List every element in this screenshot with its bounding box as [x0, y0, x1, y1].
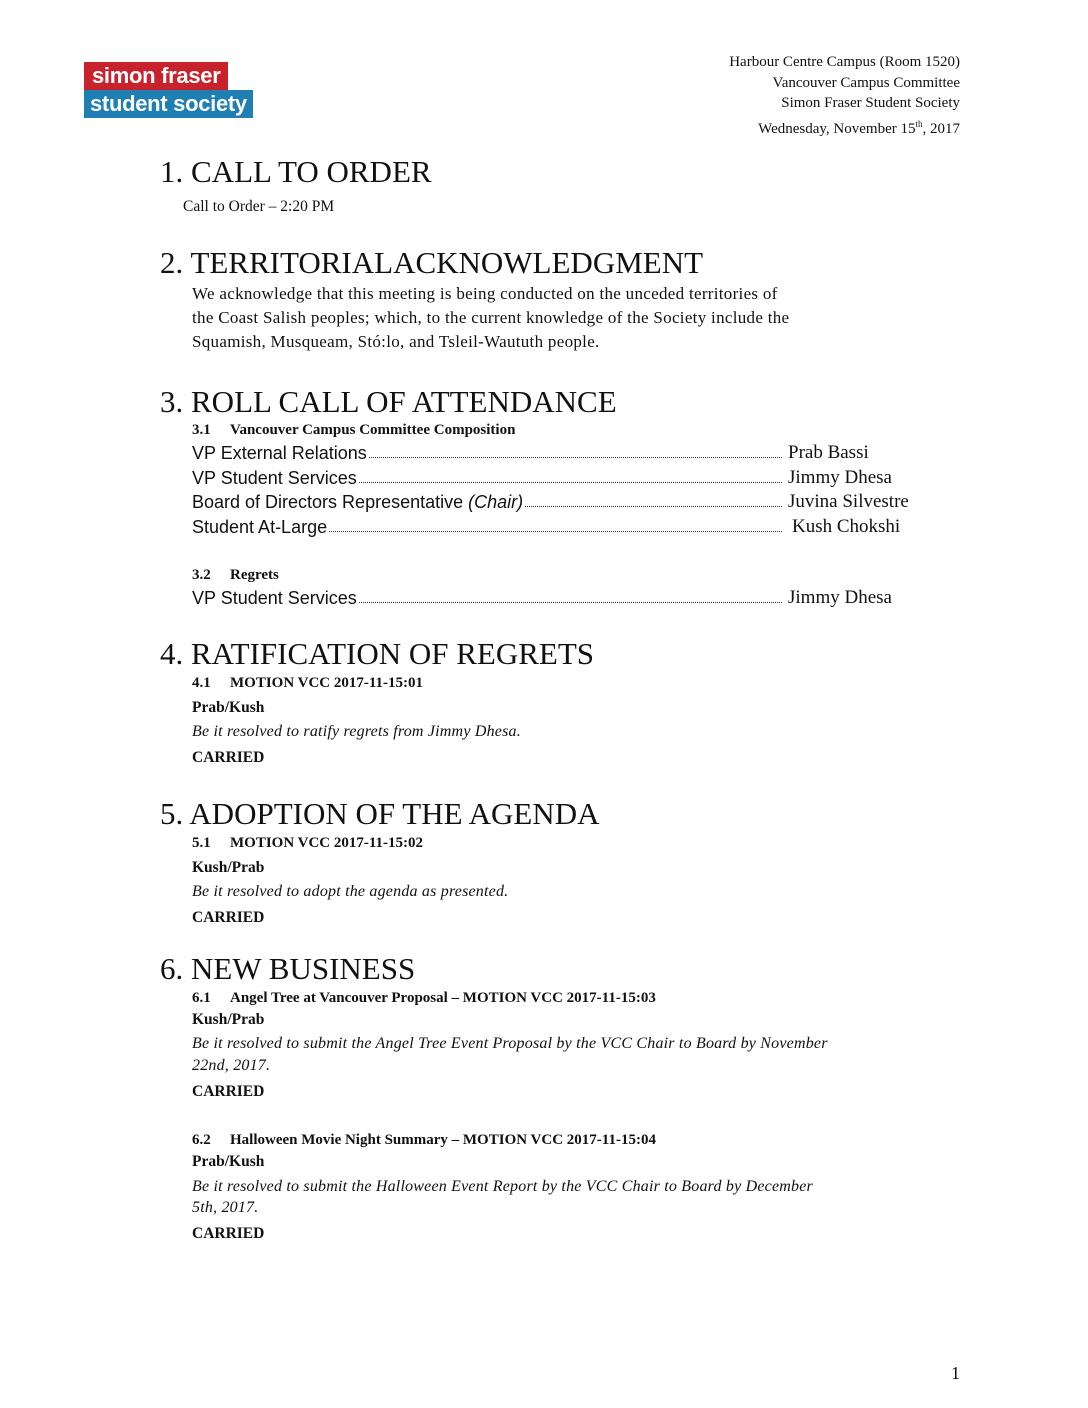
page-number: 1 [951, 1363, 960, 1383]
business-item-movers: Kush/Prab [192, 1011, 265, 1028]
business-item-result: CARRIED [192, 1083, 265, 1100]
acknowledgment-line-3: Squamish, Musqueam, Stó:lo, and Tsleil-Waututh people. [192, 332, 600, 351]
business-item-heading: 6.1 Angel Tree at Vancouver Proposal – MOTION VCC 2017-11-15:03 [192, 990, 656, 1006]
roll-row [192, 441, 932, 465]
acknowledgment-line-1: We acknowledge that this meeting is being conducted on the unceded territories of [192, 284, 778, 303]
logo-line-2: student society [84, 90, 253, 118]
regrets-row [192, 586, 932, 610]
header-date: Wednesday, November 15th, 2017 [758, 118, 960, 137]
roll-row [192, 466, 932, 490]
roll-role: VP Student Services [192, 468, 357, 488]
regrets-subheading: 3.2 Regrets [192, 567, 279, 583]
header-location: Harbour Centre Campus (Room 1520) [729, 54, 960, 70]
business-item-text-line-1: Be it resolved to submit the Angel Tree Event Proposal by the VCC Chair to Board by November [192, 1035, 828, 1052]
regrets-role: VP Student Services [192, 588, 357, 608]
motion-movers: Kush/Prab [192, 859, 265, 876]
roll-name: Juvina Silvestre [784, 490, 909, 514]
roll-row [192, 515, 932, 539]
roll-name: Jimmy Dhesa [784, 466, 892, 490]
business-item-result: CARRIED [192, 1225, 265, 1242]
header-committee: Vancouver Campus Committee [772, 74, 960, 91]
document-header [729, 52, 960, 139]
roll-role: VP External Relations [192, 443, 367, 463]
motion-movers: Prab/Kush [192, 699, 265, 716]
section-new-business-title: 6. NEW BUSINESS [160, 951, 416, 986]
roll-name: Prab Bassi [784, 441, 869, 465]
roll-role: Student At-Large [192, 517, 328, 537]
call-to-order-time: Call to Order – 2:20 PM [183, 198, 335, 215]
composition-subheading: 3.1 Vancouver Campus Committee Composition [192, 422, 516, 438]
section-call-to-order-title: 1. CALL TO ORDER [160, 154, 432, 189]
business-item-text-line-2: 22nd, 2017. [192, 1057, 271, 1074]
motion-text: Be it resolved to ratify regrets from Jimmy Dhesa. [192, 723, 521, 740]
business-item-movers: Prab/Kush [192, 1153, 265, 1170]
acknowledgment-line-2: the Coast Salish peoples; which, to the current knowledge of the Society include the [192, 308, 790, 327]
section-roll-call-title: 3. ROLL CALL OF ATTENDANCE [160, 384, 617, 419]
business-item-heading: 6.2 Halloween Movie Night Summary – MOTION VCC 2017-11-15:04 [192, 1132, 656, 1148]
roll-name: Kush Chokshi [788, 515, 900, 539]
business-item-text-line-2: 5th, 2017. [192, 1199, 259, 1216]
section-adoption-title: 5. ADOPTION OF THE AGENDA [160, 796, 600, 831]
sfss-logo [84, 62, 264, 118]
header-organization: Simon Fraser Student Society [781, 95, 960, 111]
motion-heading: 5.1 MOTION VCC 2017-11-15:02 [192, 835, 424, 851]
motion-result: CARRIED [192, 749, 265, 766]
motion-result: CARRIED [192, 909, 265, 926]
roll-row [192, 490, 932, 514]
motion-heading: 4.1 MOTION VCC 2017-11-15:01 [192, 675, 424, 691]
section-ratification-title: 4. RATIFICATION OF REGRETS [160, 636, 595, 671]
logo-line-1: simon fraser [84, 62, 228, 90]
regrets-name: Jimmy Dhesa [784, 586, 892, 610]
business-item-text-line-1: Be it resolved to submit the Halloween Event Report by the VCC Chair to Board by December [192, 1178, 813, 1195]
roll-role: Board of Directors Representative (Chair) [192, 492, 524, 512]
motion-text: Be it resolved to adopt the agenda as presented. [192, 883, 509, 900]
section-territorial-title: 2. TERRITORIALACKNOWLEDGMENT [160, 245, 704, 280]
